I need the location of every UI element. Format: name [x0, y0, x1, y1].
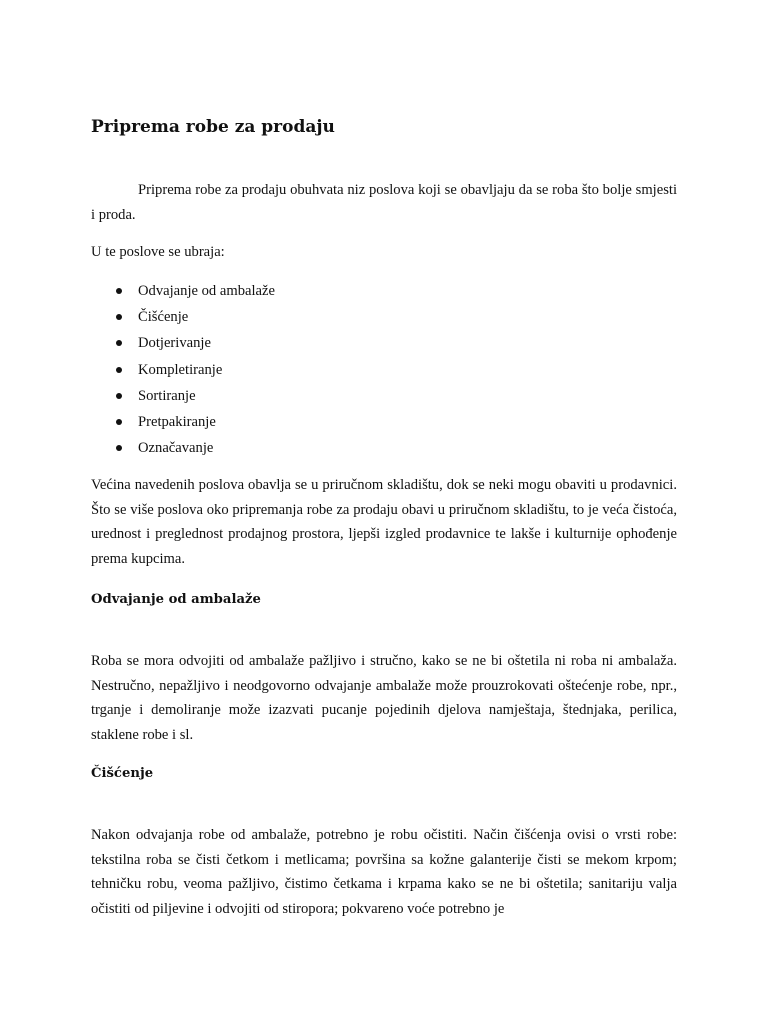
list-item — [91, 435, 591, 461]
bullet-icon — [116, 314, 122, 320]
bullet-icon — [116, 367, 122, 373]
list-item-label: Čišćenje — [138, 309, 189, 326]
document-title: Priprema robe za prodaju — [91, 117, 335, 137]
list-item-label: Pretpakiranje — [138, 413, 216, 430]
list-item-label: Odvajanje od ambalaže — [138, 283, 275, 299]
section-heading: Čišćenje — [91, 766, 154, 781]
bullet-icon — [116, 419, 122, 425]
list-item — [91, 357, 591, 383]
section-heading: Odvajanje od ambalaže — [91, 592, 261, 607]
section-paragraph: Roba se mora odvojiti od ambalaže pažljivo i stručno, kako se ne bi oštetila ni roba ni ambalaža. Nestručno, nepažljivo i neodgovorno odvajanje ambalaže može prouzrokovati oštećenje robe, npr., trganje i demoliranje može izazvati pucanje pojedinih djelova namještaja, štednjaka, perilica, staklene robe i sl. — [91, 653, 677, 743]
bullet-icon — [116, 393, 122, 399]
list-item-label: Označavanje — [138, 440, 214, 457]
list-lead-text: U te poslove se ubraja: — [91, 244, 225, 260]
list-item — [91, 278, 591, 304]
list-item — [91, 383, 591, 409]
list-item — [91, 330, 591, 356]
intro-paragraph: Priprema robe za prodaju obuhvata niz poslova koji se obavljaju da se roba što bolje smjesti i proda. — [91, 182, 677, 223]
list-item-label: Sortiranje — [138, 387, 196, 404]
tasks-bullet-list — [91, 278, 591, 461]
bullet-icon — [116, 340, 122, 346]
body-paragraph: Većina navedenih poslova obavlja se u priručnom skladištu, dok se neki mogu obaviti u prodavnici. Što se više poslova oko pripremanja robe za prodaju obavi u priručnom skladištu, to je veća čistoća, urednost i preglednost prodajnog prostora, ljepši izgled prodavnice te lakše i kulturnije ophođenje prema kupcima. — [91, 477, 677, 567]
list-item — [91, 409, 591, 435]
list-item — [91, 304, 591, 330]
list-item-label: Kompletiranje — [138, 361, 223, 378]
bullet-icon — [116, 288, 122, 294]
bullet-icon — [116, 445, 122, 451]
section-paragraph: Nakon odvajanja robe od ambalaže, potrebno je robu očistiti. Način čišćenja ovisi o vrsti robe: tekstilna roba se čisti četkom i metlicama; površina sa kožne galanterije čisti se mekom krpom; tehničku robu, veoma pažljivo, čistimo četkama i krpama kako se ne bi oštetila; sanitariju valja očistiti od piljevine i odvojiti od stiropora; pokvareno voće potrebno je — [91, 827, 677, 917]
list-item-label: Dotjerivanje — [138, 335, 211, 352]
